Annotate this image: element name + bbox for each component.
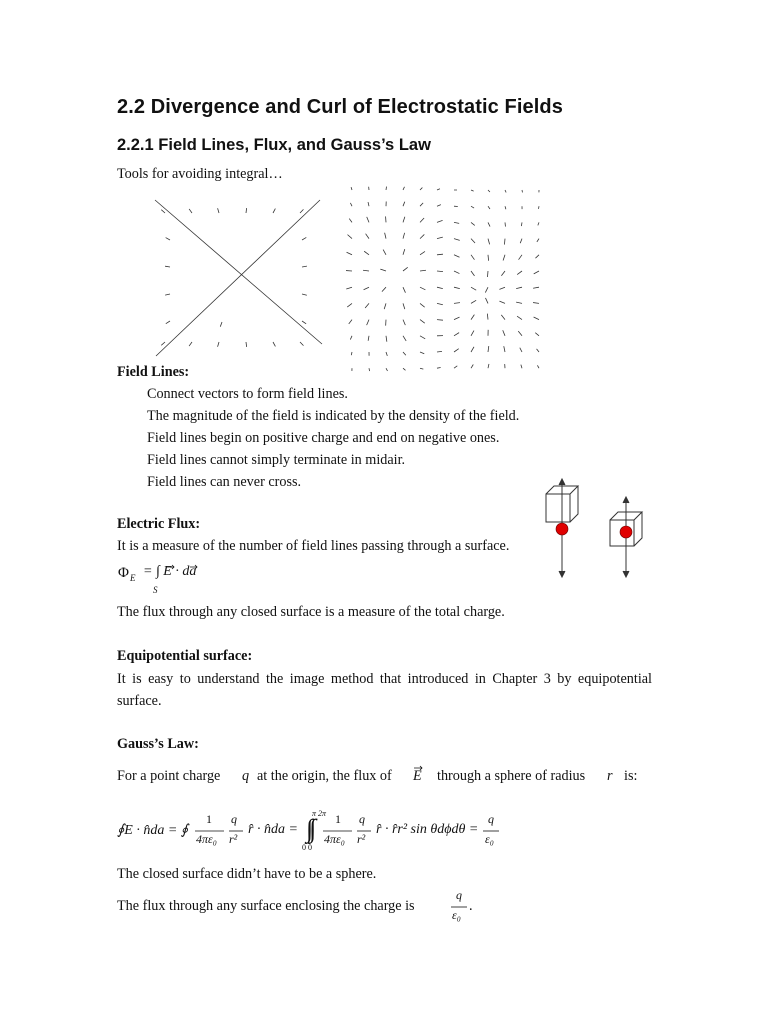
field-vector [420, 188, 422, 190]
field-vector [503, 255, 505, 261]
gauss-eq-frac2-den: r² [357, 832, 366, 846]
field-vector [246, 208, 247, 213]
gauss-eq-part2: r̂ · n̂da = [248, 822, 298, 837]
gauss-sentence-d: is: [624, 768, 638, 784]
field-vector [488, 222, 490, 226]
field-vector [420, 218, 424, 222]
field-vector [420, 368, 423, 369]
field-lines-heading: Field Lines: [117, 364, 190, 380]
enclosing-den: ε₀ [452, 908, 461, 922]
enclosing-end: . [469, 898, 473, 914]
field-vector [366, 234, 369, 239]
fraction-bar [483, 830, 503, 834]
field-vector [273, 342, 275, 346]
field-vector [437, 271, 443, 272]
field-vector [351, 187, 352, 190]
field-vector [437, 320, 443, 321]
equipotential-text: It is easy to understand the image method that introduced in Chapter 3 by equipotential surface. [117, 671, 652, 709]
field-vector [350, 336, 352, 340]
field-vector [437, 287, 443, 288]
field-vector [403, 287, 405, 292]
field-vector [380, 269, 386, 271]
field-vector [349, 320, 352, 324]
field-vector [504, 239, 505, 245]
gauss-eq-frac1-den: 4πε₀ [196, 832, 217, 846]
field-vector [454, 303, 460, 304]
field-vector [499, 287, 505, 289]
field-vector [485, 298, 488, 303]
field-vector [382, 287, 386, 291]
closed-surface-text: The flux through any closed surface is a measure of the total charge. [117, 604, 505, 620]
field-vector [488, 239, 490, 245]
section-title: 2.2 Divergence and Curl of Electrostatic Fields [117, 96, 563, 118]
field-vector [471, 315, 474, 320]
field-vector [403, 303, 405, 309]
gauss-eq-frac2-num: q [231, 812, 237, 826]
equipotential-heading: Equipotential surface: [117, 648, 253, 664]
field-vector [403, 267, 408, 271]
field-vector [302, 266, 307, 267]
field-vector [403, 352, 406, 355]
field-lines-item: Field lines begin on positive charge and end on negative ones. [147, 430, 500, 446]
sphere-note: The closed surface didn’t have to be a sphere. [117, 866, 377, 882]
field-vector [488, 364, 489, 368]
field-vector [369, 368, 370, 371]
gauss-eq-frac1-num: 1 [206, 812, 212, 826]
field-vector [521, 365, 522, 369]
dipole-field-figure [0, 0, 1, 1]
flux-formula-lhs: Φ [118, 565, 129, 581]
field-vector [454, 222, 459, 223]
field-vector [471, 206, 474, 208]
field-vector [454, 287, 460, 288]
field-vector [368, 336, 369, 341]
field-vector [300, 342, 303, 346]
field-vector [165, 294, 170, 295]
field-vector [505, 190, 506, 192]
gauss-sentence-b: at the origin, the flux of [257, 768, 392, 784]
field-vector [386, 336, 387, 342]
field-vector [368, 202, 369, 206]
field-vector [518, 331, 522, 336]
field-vector [384, 303, 386, 309]
enclosing-num: q [456, 888, 462, 902]
field-lines-item: Connect vectors to form field lines. [147, 386, 348, 402]
field-vector [302, 321, 306, 324]
field-vector [350, 203, 352, 206]
field-vector [454, 349, 459, 352]
field-vector [537, 239, 539, 242]
field-vector [364, 287, 369, 290]
field-vector [471, 239, 475, 243]
field-vector [471, 255, 474, 260]
field-vector [534, 271, 539, 274]
field-vector [504, 346, 505, 352]
field-vector [535, 333, 539, 336]
field-vector [537, 349, 539, 352]
field-vector [346, 287, 352, 289]
gaussian-cubes-figure [540, 478, 650, 578]
field-vector [454, 366, 457, 368]
field-vector [471, 365, 473, 369]
field-vector [347, 235, 352, 239]
field-vector [520, 239, 522, 244]
field-vector [538, 206, 539, 209]
field-vector [437, 351, 442, 352]
field-vector [420, 352, 424, 354]
gauss-eq-int-upper: π 2π [312, 809, 327, 818]
field-vector [403, 249, 405, 255]
intro-text: Tools for avoiding integral… [117, 166, 283, 182]
field-vector [454, 239, 460, 241]
field-vector [347, 303, 352, 307]
gauss-eq-frac1-num: 1 [335, 812, 341, 826]
field-vector [347, 252, 352, 255]
field-vector [385, 233, 386, 239]
field-vector [218, 342, 219, 347]
field-vector [534, 317, 539, 320]
field-vector [420, 287, 425, 290]
field-vector [403, 202, 405, 207]
field-vector [488, 255, 489, 261]
double-integral-sign: ∫∫ [306, 814, 313, 843]
field-vector [471, 347, 474, 352]
gauss-eq-result-den: ε₀ [485, 832, 494, 846]
field-vector [403, 368, 406, 370]
flux-formula-rhs: = ∫ E · da [143, 564, 197, 579]
field-vector [166, 238, 170, 240]
vector-arrow-icon [413, 764, 425, 772]
field-vector [537, 365, 539, 368]
field-vector [485, 287, 488, 292]
field-vector [161, 210, 165, 213]
field-vector [471, 190, 474, 191]
field-vector [420, 234, 424, 238]
vector-arrow-icon [165, 563, 205, 573]
field-vector [302, 237, 306, 240]
gauss-heading: Gauss’s Law: [117, 736, 199, 752]
field-vector [521, 222, 522, 226]
field-vector [503, 330, 505, 336]
field-vector [367, 217, 369, 223]
field-vector [386, 352, 387, 356]
field-vector [533, 287, 539, 288]
field-vector [403, 233, 405, 239]
gauss-var-r: r [607, 768, 613, 784]
field-vector [383, 250, 386, 255]
field-vector [403, 320, 405, 326]
field-vector [351, 352, 352, 355]
field-vector [520, 348, 522, 352]
field-vector [364, 251, 369, 255]
field-vector [471, 331, 474, 336]
field-vector [420, 203, 423, 206]
field-vector [420, 336, 425, 339]
field-line [156, 200, 320, 356]
field-vector [471, 222, 475, 225]
field-vector [471, 287, 476, 290]
field-vector [189, 209, 192, 213]
field-vector [454, 333, 459, 336]
field-vector [302, 294, 307, 295]
field-vector [165, 266, 170, 267]
fraction-bar [451, 906, 471, 910]
field-vector [517, 316, 522, 319]
field-vector [516, 287, 522, 288]
field-vector [488, 346, 489, 352]
field-vector [517, 271, 522, 275]
field-vector [403, 336, 406, 341]
field-vector [487, 271, 488, 277]
field-vector [487, 314, 488, 320]
electric-flux-text: It is a measure of the number of field lines passing through a surface. [117, 538, 510, 554]
field-vector [538, 222, 539, 225]
field-vector [365, 303, 369, 308]
field-vector [437, 237, 443, 238]
field-vector [166, 321, 170, 324]
field-vector [471, 300, 476, 303]
field-vector [220, 322, 222, 327]
field-vector [437, 254, 443, 255]
gauss-eq-frac1-den: 4πε₀ [324, 832, 345, 846]
gauss-var-E: E [413, 768, 422, 784]
field-vector [501, 315, 505, 320]
field-lines-item: Field lines can never cross. [147, 474, 302, 490]
field-vector [501, 271, 505, 276]
field-vector [386, 368, 387, 371]
field-vector [488, 206, 490, 209]
field-vector [516, 302, 522, 303]
field-vector [420, 320, 425, 324]
field-vector [488, 190, 490, 192]
gauss-eq-frac2-num: q [359, 812, 365, 826]
field-vector [246, 342, 247, 347]
gauss-sentence-c: through a sphere of radius [437, 768, 586, 784]
flux-formula-lower: S [153, 585, 158, 595]
field-vector [420, 251, 425, 254]
gauss-sentence-a: For a point charge [117, 768, 221, 784]
field-vector [519, 255, 522, 260]
field-lines-item: The magnitude of the field is indicated by the density of the field. [147, 408, 520, 424]
field-vector [505, 206, 506, 209]
field-vector [367, 320, 369, 326]
field-vector [437, 303, 443, 304]
gauss-eq-result-num: q [488, 812, 494, 826]
field-vector [363, 270, 369, 271]
subsection-title: 2.2.1 Field Lines, Flux, and Gauss’s Law [117, 136, 431, 154]
field-vector [499, 301, 505, 303]
field-vector [273, 209, 275, 213]
electric-flux-heading: Electric Flux: [117, 516, 201, 532]
field-vector [437, 368, 441, 369]
field-vector [437, 189, 440, 190]
field-vector [454, 317, 459, 319]
gauss-eq-part3: r̂ · r̂r² sin θdϕdθ = [376, 822, 479, 837]
field-vector [437, 205, 441, 207]
gauss-eq-frac2-den: r² [229, 832, 238, 846]
field-lines-item: Field lines cannot simply terminate in midair. [147, 452, 406, 468]
field-vector [535, 255, 539, 258]
field-vector [218, 208, 219, 213]
field-vector [403, 187, 404, 190]
gauss-eq-part1: ∮E · n̂da = ∮ [117, 823, 189, 838]
gauss-var-q: q [242, 768, 250, 784]
field-vector [420, 303, 425, 307]
field-vector [454, 255, 459, 257]
field-vector [403, 217, 405, 223]
field-vector [454, 271, 459, 274]
field-vector [161, 342, 165, 345]
enclosing-text: The flux through any surface enclosing the charge is [117, 898, 415, 914]
field-vector [189, 342, 192, 346]
flux-formula-sub: E [130, 573, 136, 583]
field-vector [533, 303, 539, 304]
field-vector [471, 271, 474, 276]
gauss-eq-int-lower: 0 0 [302, 843, 312, 852]
field-vector [420, 270, 426, 271]
field-vector [300, 209, 303, 213]
field-vector [349, 219, 352, 223]
field-vector [437, 220, 443, 222]
